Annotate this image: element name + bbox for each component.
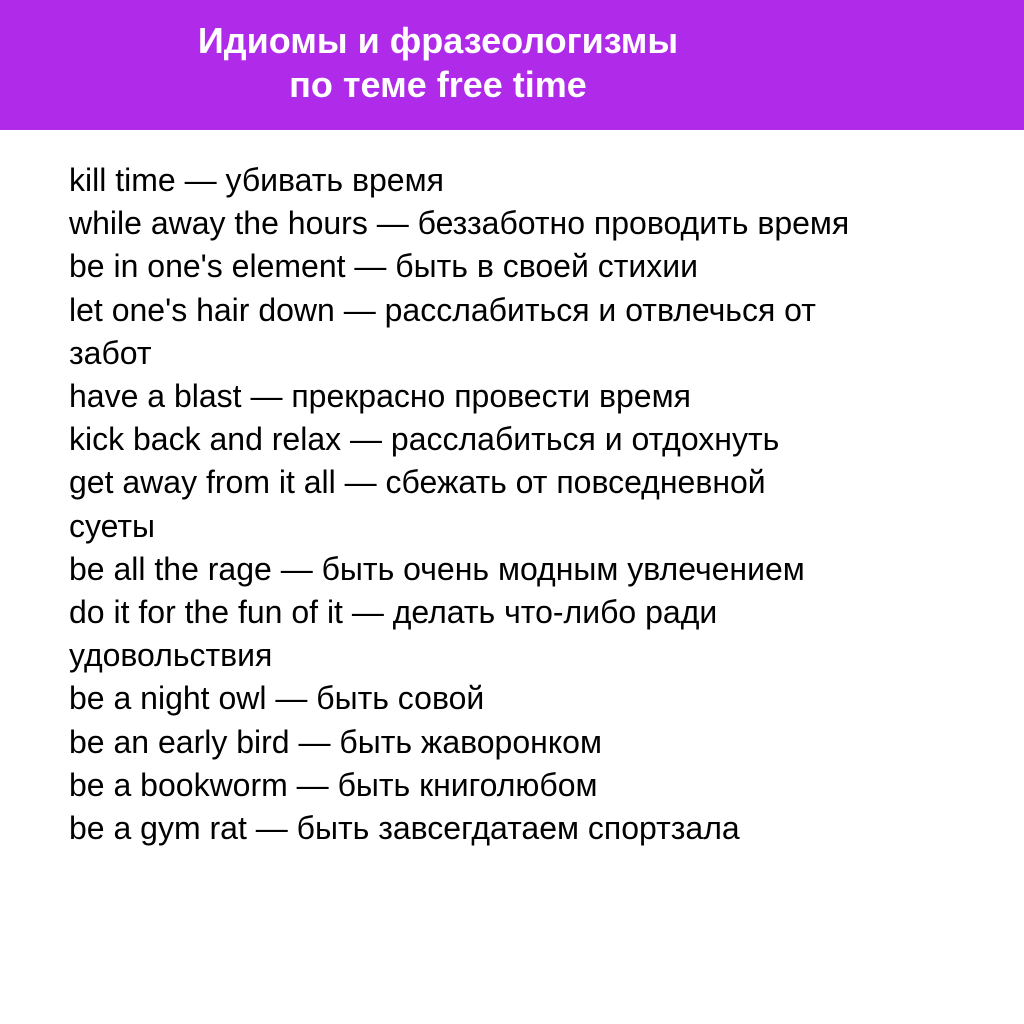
list-item — [69, 677, 859, 720]
idiom-phrase: do it for the fun of it — [69, 594, 343, 631]
header-banner — [0, 0, 1024, 130]
separator-dash: — — [296, 766, 329, 803]
list-item — [69, 375, 859, 418]
page-title-line-2: по теме free time — [289, 64, 587, 105]
separator-dash: — — [280, 550, 313, 587]
idiom-phrase: kick back and relax — [69, 421, 342, 458]
idiom-phrase: let one's hair down — [69, 291, 335, 328]
idiom-phrase: be an early bird — [69, 723, 290, 760]
separator-dash: — — [354, 248, 387, 285]
list-item — [69, 245, 859, 288]
list-item — [69, 202, 859, 245]
idiom-translation: делать что-либо ради удовольствия — [69, 594, 718, 674]
page-title-line-1: Идиомы и фразеологизмы — [197, 20, 679, 61]
idiom-translation: расслабиться и отдохнуть — [390, 421, 780, 458]
idiom-phrase: be a bookworm — [69, 766, 288, 803]
list-item — [69, 764, 859, 807]
list-item — [69, 548, 859, 591]
separator-dash: — — [376, 205, 409, 242]
idiom-translation: быть книголюбом — [337, 766, 598, 803]
list-item — [69, 461, 859, 547]
separator-dash: — — [255, 810, 288, 847]
separator-dash: — — [275, 680, 308, 717]
separator-dash: — — [184, 162, 217, 198]
separator-dash: — — [351, 594, 384, 631]
idiom-translation: быть завсегдатаем спортзала — [296, 810, 740, 847]
list-item — [69, 289, 859, 375]
idiom-translation: убивать время — [225, 162, 444, 198]
separator-dash: — — [350, 421, 383, 458]
idiom-phrase: kill time — [69, 162, 176, 198]
idiom-translation: беззаботно проводить время — [417, 205, 850, 242]
idiom-translation: быть жаворонком — [339, 723, 602, 760]
idiom-phrase: be a gym rat — [69, 810, 247, 847]
list-item — [69, 721, 859, 764]
idiom-translation: быть в своей стихии — [395, 248, 699, 285]
idiom-phrase: while away the hours — [69, 205, 368, 242]
list-item — [69, 807, 859, 850]
separator-dash: — — [298, 723, 331, 760]
idiom-translation: быть очень модным увлечением — [321, 550, 805, 587]
separator-dash: — — [344, 464, 377, 501]
idiom-translation: быть совой — [316, 680, 485, 717]
separator-dash: — — [250, 378, 283, 415]
idiom-translation: прекрасно провести время — [291, 378, 691, 415]
idiom-phrase: be in one's element — [69, 248, 346, 285]
idiom-phrase: be all the rage — [69, 550, 272, 587]
idiom-translation: сбежать от повседневной суеты — [69, 464, 766, 544]
idiom-phrase: have a blast — [69, 378, 242, 415]
idiom-phrase: get away from it all — [69, 464, 336, 501]
list-item — [69, 159, 859, 202]
list-item — [69, 418, 859, 461]
idiom-phrase: be a night owl — [69, 680, 267, 717]
separator-dash: — — [343, 291, 376, 328]
list-item — [69, 591, 859, 677]
idiom-translation: расслабиться и отвлечься от забот — [69, 291, 816, 371]
idiom-list — [69, 159, 859, 850]
page-title — [0, 19, 876, 107]
